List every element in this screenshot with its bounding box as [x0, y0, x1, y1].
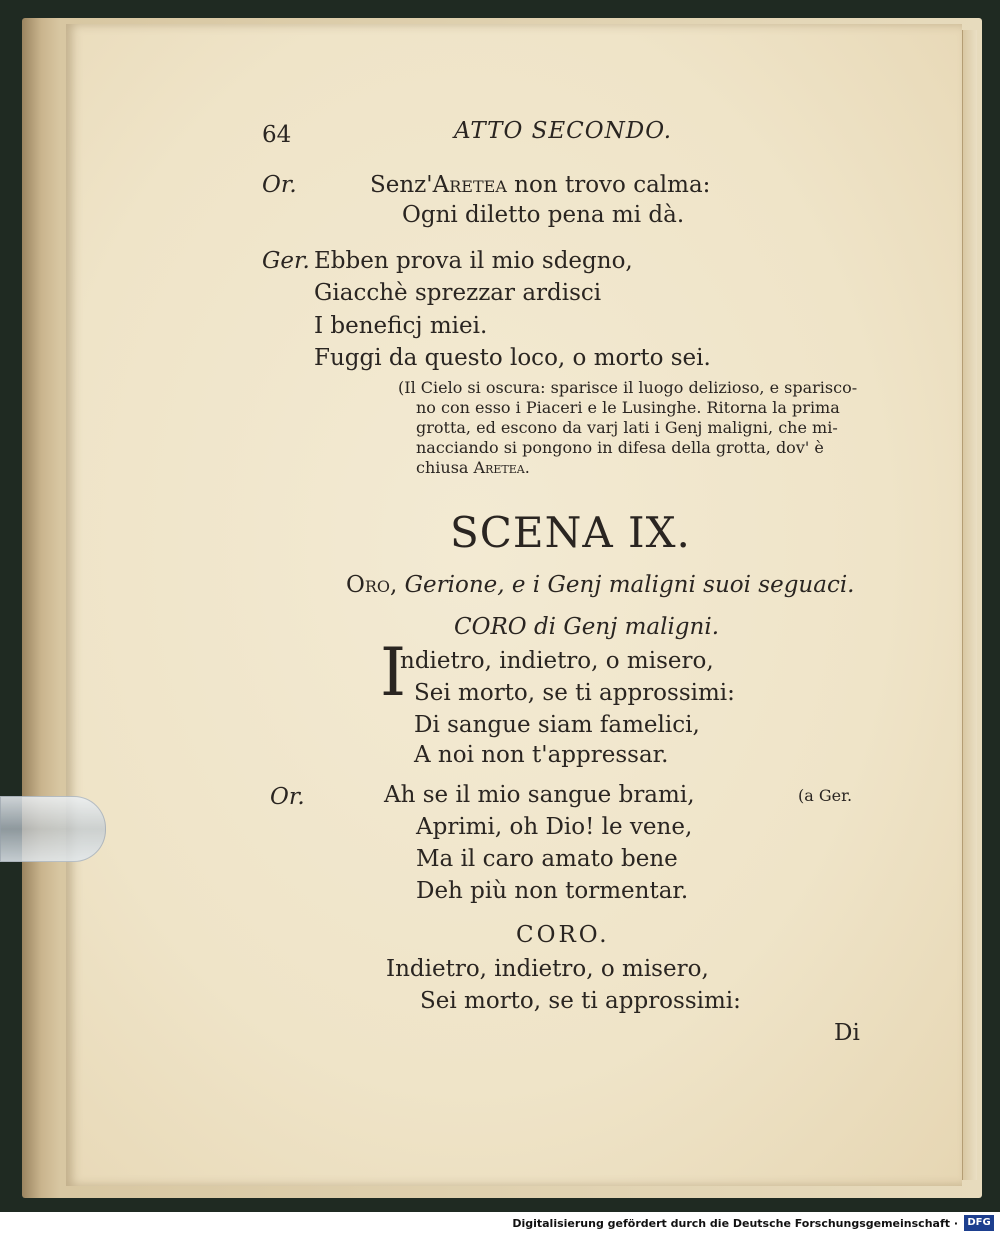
verse-line: Di sangue siam famelici, [414, 712, 700, 738]
verse-line: Indietro, indietro, o misero, [386, 956, 709, 982]
verse-fragment: Senz' [370, 172, 433, 198]
character-list-rest: Gerione, e i Genj maligni suoi seguaci. [404, 572, 855, 598]
page-clip [0, 796, 106, 862]
stage-direction-line: grotta, ed escono da varj lati i Genj maligni, che mi- [416, 418, 838, 437]
verse-line: A noi non t'appressar. [414, 742, 669, 768]
aside-direction: (a Ger. [798, 786, 853, 805]
verse-line: Sei morto, se ti approssimi: [414, 680, 735, 706]
page-number: 64 [262, 122, 292, 148]
verse-line: Ebben prova il mio sdegno, [314, 248, 633, 274]
stage-direction-line: no con esso i Piaceri e le Lusinghe. Ritorna la prima [416, 398, 840, 417]
stage-direction-line: nacciando si pongono in difesa della grotta, dov' è [416, 438, 824, 457]
character-name: Aretea. [473, 458, 530, 477]
verse-fragment: non trovo calma: [506, 172, 711, 198]
drop-cap: I [380, 634, 407, 711]
footer-bar [0, 1212, 1000, 1236]
verse-line: Giacchè sprezzar ardisci [314, 280, 602, 306]
character-name: Aretea [432, 172, 507, 198]
stage-direction-fragment: chiusa [416, 458, 469, 477]
catchword: Di [834, 1020, 860, 1046]
funding-notice: Digitalisierung gefördert durch die Deutsche Forschungsgemeinschaft · [512, 1217, 958, 1230]
running-head: ATTO SECONDO. [454, 118, 673, 144]
dfg-logo: DFG [964, 1215, 994, 1231]
stage-direction-line: (Il Cielo si oscura: sparisce il luogo delizioso, e spariscο- [398, 378, 858, 397]
stage-direction-line [416, 458, 530, 477]
speaker-label: Or. [270, 784, 305, 810]
speaker-label: Or. [262, 172, 297, 198]
coro-heading: CORO. [516, 922, 610, 948]
character-list [346, 572, 855, 598]
verse-line [370, 172, 710, 198]
verse-line: Ma il caro amato bene [416, 846, 678, 872]
verse-line: Aprimi, oh Dio! le vene, [416, 814, 693, 840]
verse-line: ndietro, indietro, o misero, [400, 648, 714, 674]
verse-line: Ah se il mio sangue brami, [384, 782, 695, 808]
coro-heading: CORO di Genj maligni. [454, 614, 720, 640]
scene-title: SCENA IX. [450, 508, 691, 557]
character-name: Oro, [346, 572, 398, 598]
speaker-label: Ger. [262, 248, 310, 274]
next-page-edge [962, 30, 977, 1180]
verse-line: Deh più non tormentar. [416, 878, 689, 904]
verse-line: Fuggi da questo loco, o morto sei. [314, 345, 711, 371]
verse-line: Ogni diletto pena mi dà. [402, 202, 685, 228]
verse-line: Sei morto, se ti approssimi: [420, 988, 741, 1014]
verse-line: I beneficj miei. [314, 313, 488, 339]
